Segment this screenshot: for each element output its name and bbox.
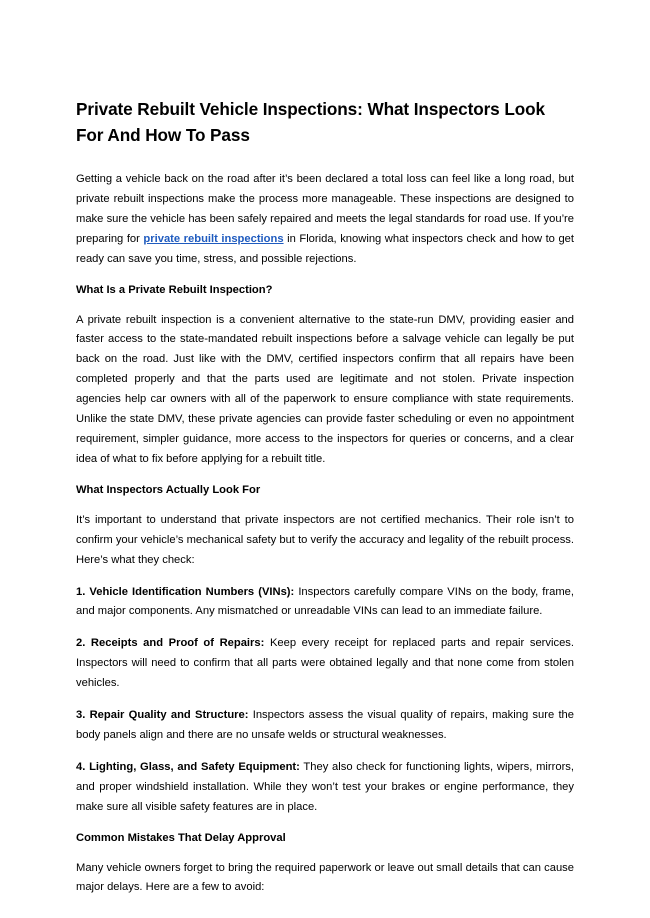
checklist-item-label: 2. Receipts and Proof of Repairs: <box>76 637 265 650</box>
section-heading-what-inspectors-actually-look-for: What Inspectors Actually Look For <box>76 483 261 496</box>
intro-paragraph <box>76 170 574 270</box>
checklist-item <box>76 583 574 623</box>
checklist-item-label: 3. Repair Quality and Structure: <box>76 709 249 722</box>
checklist-item-text: Inspectors assess the visual quality of repairs, making sure the body panels align and there are no unsafe welds or structural weaknesses. <box>76 709 574 741</box>
section-paragraph-common-mistakes-that-delay-approval: Many vehicle owners forget to bring the required paperwork or leave out small details that can cause major delays. Here are a few to avoid: <box>76 861 574 894</box>
section-paragraph-what-inspectors-actually-look-for: It’s important to understand that private inspectors are not certified mechanics. Their role isn’t to confirm your vehicle’s mechanical safety but to verify the accuracy and legality of the rebuilt process. Here’s what they check: <box>76 513 574 566</box>
page-title: Private Rebuilt Vehicle Inspections: What Inspectors Look For And How To Pass <box>76 99 545 145</box>
checklist-item-label: 4. Lighting, Glass, and Safety Equipment: <box>76 760 300 773</box>
checklist-item <box>76 706 574 746</box>
checklist-item <box>76 634 574 694</box>
section-heading-common-mistakes-that-delay-approval: Common Mistakes That Delay Approval <box>76 831 286 844</box>
checklist-item-label: 1. Vehicle Identification Numbers (VINs): <box>76 585 295 598</box>
section-paragraph-what-is-a-private-rebuilt-inspection: A private rebuilt inspection is a convenient alternative to the state-run DMV, providing easier and faster access to the state-mandated rebuilt inspections before a salvage vehicle can legally be put back on the road. Just like with the DMV, certified inspectors confirm that all repairs have been completed properly and that the parts used are legitimate and not stolen. Private inspection agencies help car owners with all of the paperwork to ensure compliance with state requirements. Unlike the state DMV, these private agencies can provide faster scheduling or even no appointment requirement, simpler guidance, more access to the inspectors for queries or concerns, and a clear idea of what to fix before applying for a rebuilt title. <box>76 313 574 465</box>
private-rebuilt-inspections-link[interactable]: private rebuilt inspections <box>143 232 284 245</box>
checklist-item-text: Keep every receipt for replaced parts and repair services. Inspectors will need to confirm that all parts were obtained legally and that none come from stolen vehicles. <box>76 637 574 690</box>
checklist-item-text: Inspectors carefully compare VINs on the body, frame, and major components. Any mismatched or unreadable VINs can lead to an immediate failure. <box>76 585 574 618</box>
intro-text-part-2: in Florida, knowing what inspectors check and how to get ready can save you time, stress, and possible rejections. <box>76 232 574 265</box>
checklist-item <box>76 758 574 818</box>
intro-text-part-1: Getting a vehicle back on the road after it’s been declared a total loss can feel like a long road, but private rebuilt inspections make the process more manageable. These inspections are designed to make sure the vehicle has been safely repaired and meets the legal standards for road use. If you’re preparing for <box>76 173 574 245</box>
checklist-item-text: They also check for functioning lights, wipers, mirrors, and proper windshield installation. While they won’t test your brakes or engine performance, they make sure all visible safety features are in place. <box>76 760 574 813</box>
section-heading-what-is-a-private-rebuilt-inspection: What Is a Private Rebuilt Inspection? <box>76 283 273 296</box>
